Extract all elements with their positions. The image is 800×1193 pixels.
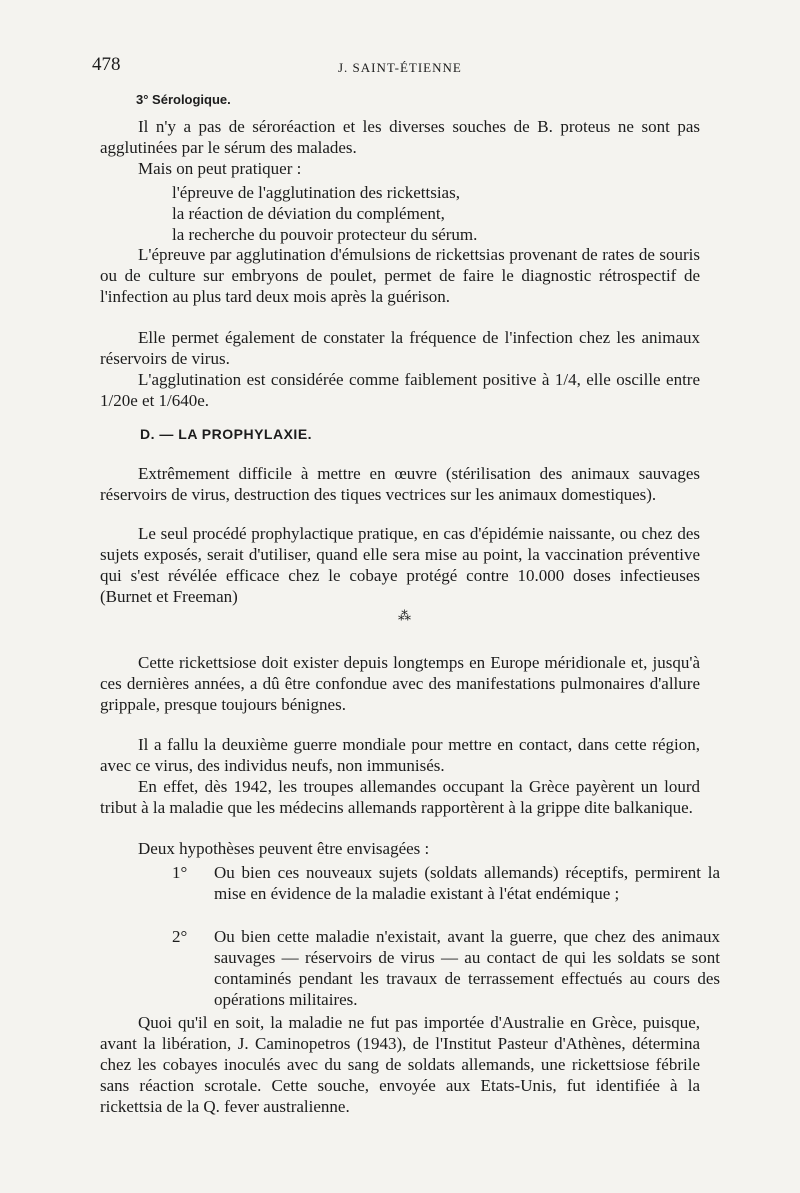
hypothesis-text: Ou bien ces nouveaux sujets (soldats allemands) réceptifs, permirent la mise en évidence de la maladie existant à l'état endémique ; [214, 863, 720, 903]
paragraph: Il a fallu la deuxième guerre mondiale pour mettre en contact, dans cette région, avec ce virus, des individus neufs, non immunisés. [100, 735, 700, 775]
paragraph: Elle permet également de constater la fréquence de l'infection chez les animaux réservoirs de virus. [100, 328, 700, 368]
paragraph: Il n'y a pas de séroréaction et les diverses souches de B. proteus ne sont pas agglutinées par le sérum des malades. [100, 117, 700, 157]
hypothesis-text: Ou bien cette maladie n'existait, avant la guerre, que chez des animaux sauvages — réservoirs de virus — au contact de qui les soldats se sont contaminés pendant les travaux de terrassement effectués au cours des opérations militaires. [214, 927, 720, 1009]
paragraph: Cette rickettsiose doit exister depuis longtemps en Europe méridionale et, jusqu'à ces dernières années, a dû être confondue avec des manifestations pulmonaires d'allure grippale, presque toujours bénignes. [100, 653, 700, 714]
paragraph: Le seul procédé prophylactique pratique, en cas d'épidémie naissante, ou chez des sujets exposés, serait d'utiliser, quand elle sera mise au point, la vaccination préventive qui s'est révélée efficace chez le cobaye protégé contre 10.000 doses infectieuses (Burnet et Freeman) [100, 524, 700, 606]
paragraph: En effet, dès 1942, les troupes allemandes occupant la Grèce payèrent un lourd tribut à la maladie que les médecins allemands rapportèrent à la grippe dite balkanique. [100, 777, 700, 817]
running-head: J. SAINT-ÉTIENNE [338, 60, 462, 75]
list-item: la réaction de déviation du complément, [172, 204, 445, 223]
hypothesis-1 [172, 862, 720, 904]
list-item: la recherche du pouvoir protecteur du sérum. [172, 225, 478, 244]
section-separator: ⁂ [398, 608, 411, 623]
test-list [172, 182, 592, 245]
paragraph: Quoi qu'il en soit, la maladie ne fut pas importée d'Australie en Grèce, puisque, avant la libération, J. Caminopetros (1943), de l'Institut Pasteur d'Athènes, détermina chez les cobayes inoculés avec du sang de soldats allemands, une rickettsiose fébrile sans réaction scrotale. Cette souche, envoyée aux Etats-Unis, fut identifiée à la rickettsia de la Q. fever australienne. [100, 1013, 700, 1116]
list-item: l'épreuve de l'agglutination des rickettsias, [172, 183, 460, 202]
paragraph: L'agglutination est considérée comme faiblement positive à 1/4, elle oscille entre 1/20e et 1/640e. [100, 370, 700, 410]
paragraph: Mais on peut pratiquer : [138, 159, 302, 178]
paragraph: L'épreuve par agglutination d'émulsions de rickettsias provenant de rates de souris ou de culture sur embryons de poulet, permet de faire le diagnostic rétrospectif de l'infection au plus tard deux mois après la guérison. [100, 245, 700, 306]
hypothesis-number: 2° [172, 927, 188, 946]
section-title-serologique: 3° Sérologique. [136, 92, 231, 107]
hypothesis-2 [172, 926, 720, 1010]
paragraph: Extrêmement difficile à mettre en œuvre (stérilisation des animaux sauvages réservoirs de virus, destruction des tiques vectrices sur les animaux domestiques). [100, 464, 700, 504]
section-title-prophylaxie: D. — LA PROPHYLAXIE. [140, 426, 313, 442]
paragraph: Deux hypothèses peuvent être envisagées : [138, 839, 430, 858]
hypothesis-number: 1° [172, 863, 188, 882]
page-number: 478 [92, 54, 121, 75]
